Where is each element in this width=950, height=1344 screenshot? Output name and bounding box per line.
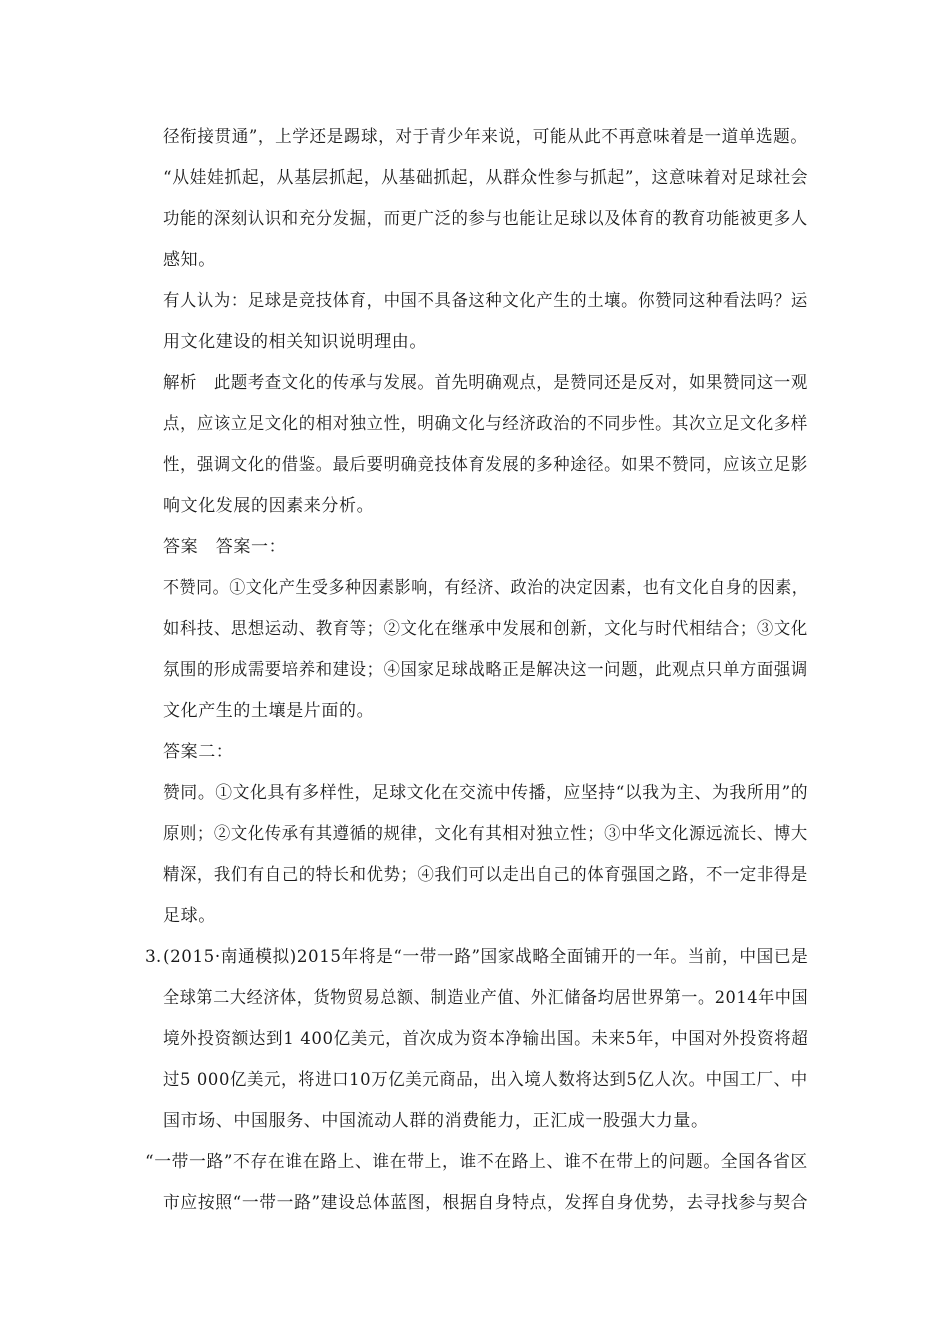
answer-heading: 答案 答案一：	[163, 537, 287, 557]
question-text: 境外投资额达到1 400亿美元，首次成为资本净输出国。未来5年，中国对外投资将超	[163, 1029, 809, 1049]
question-text: 市应按照“一带一路”建设总体蓝图，根据自身特点，发挥自身优势，去寻找参与契合	[163, 1193, 809, 1213]
answer-text: 如科技、思想运动、教育等；②文化在继承中发展和创新，文化与时代相结合；③文化	[163, 619, 808, 639]
analysis-text: 点，应该立足文化的相对独立性，明确文化与经济政治的不同步性。其次立足文化多样	[163, 414, 808, 434]
answer-heading: 答案二：	[163, 742, 234, 762]
question-text: (2015·南通模拟)2015年将是“一带一路”国家战略全面铺开的一年。当前，中国已是	[163, 947, 809, 967]
answer-text: 文化产生的土壤是片面的。	[163, 701, 375, 721]
question-prompt: 用文化建设的相关知识说明理由。	[163, 332, 427, 352]
text-line: 功能的深刻认识和充分发掘，而更广泛的参与也能让足球以及体育的教育功能被更多人	[163, 209, 808, 229]
question-text: 全球第二大经济体，货物贸易总额、制造业产值、外汇储备均居世界第一。2014年中国	[163, 988, 809, 1008]
question-text: 国市场、中国服务、中国流动人群的消费能力，正汇成一股强大力量。	[163, 1111, 709, 1131]
answer-text: 精深，我们有自己的特长和优势；④我们可以走出自己的体育强国之路，不一定非得是	[163, 865, 808, 885]
text-line: “从娃娃抓起，从基层抓起，从基础抓起，从群众性参与抓起”，这意味着对足球社会	[163, 168, 809, 188]
analysis-text: 解析 此题考查文化的传承与发展。首先明确观点，是赞同还是反对，如果赞同这一观	[163, 373, 808, 393]
answer-text: 氛围的形成需要培养和建设；④国家足球战略正是解决这一问题，此观点只单方面强调	[163, 660, 808, 680]
analysis-text: 性，强调文化的借鉴。最后要明确竞技体育发展的多种途径。如果不赞同，应该立足影	[163, 455, 808, 475]
question-text: “一带一路”不存在谁在路上、谁在带上，谁不在路上、谁不在带上的问题。全国各省区	[145, 1152, 808, 1172]
answer-text: 足球。	[163, 906, 216, 926]
text-line: 感知。	[163, 250, 216, 270]
question-prompt: 有人认为：足球是竞技体育，中国不具备这种文化产生的土壤。你赞同这种看法吗？运	[163, 291, 808, 311]
question-number: 3.	[145, 947, 162, 967]
question-text: 过5 000亿美元，将进口10万亿美元商品，出入境人数将达到5亿人次。中国工厂、中	[163, 1070, 808, 1090]
answer-text: 原则；②文化传承有其遵循的规律，文化有其相对独立性；③中华文化源远流长、博大	[163, 824, 808, 844]
answer-text: 不赞同。①文化产生受多种因素影响，有经济、政治的决定因素，也有文化自身的因素，	[163, 578, 809, 598]
analysis-text: 响文化发展的因素来分析。	[163, 496, 375, 516]
text-line: 径衔接贯通”，上学还是踢球，对于青少年来说，可能从此不再意味着是一道单选题。	[163, 127, 808, 147]
answer-text: 赞同。①文化具有多样性，足球文化在交流中传播，应坚持“以我为主、为我所用”的	[163, 783, 809, 803]
